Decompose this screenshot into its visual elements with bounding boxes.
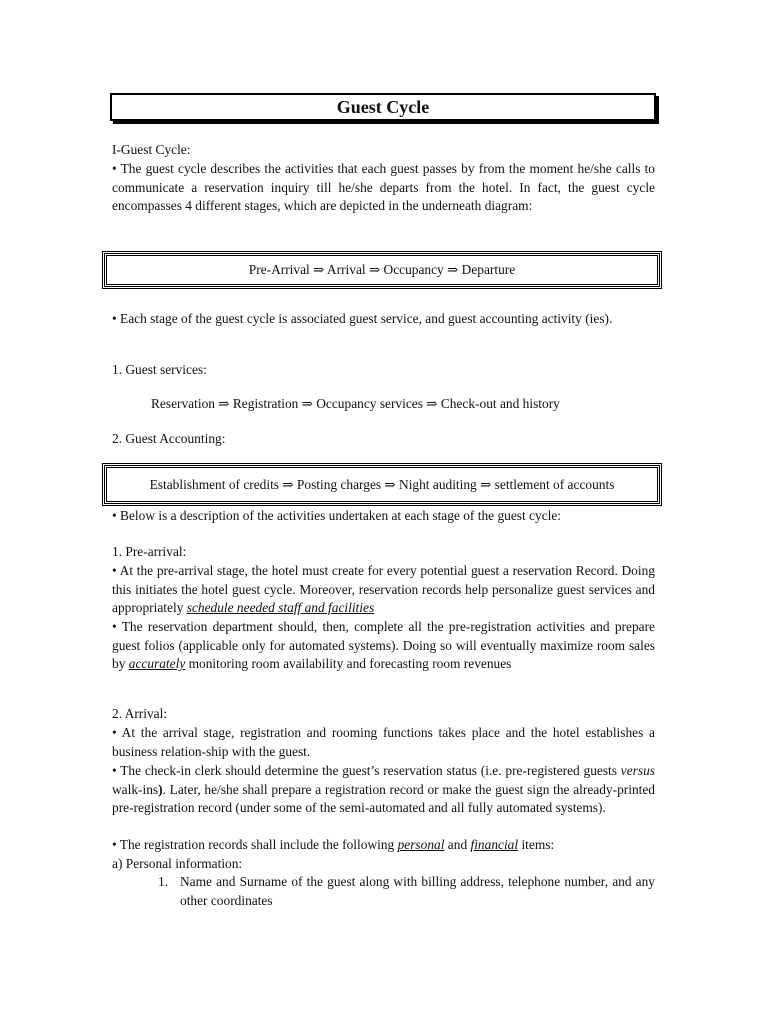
arrival-p2-italic: versus <box>620 763 655 778</box>
arrival-p2-walkins: walk-ins <box>112 781 159 797</box>
guest-accounting-heading: 2. Guest Accounting: <box>112 431 226 446</box>
title-box <box>110 93 656 121</box>
intro-paragraph: • The guest cycle describes the activities that each guest passes by from the moment he/she calls to communicate a reservation inquiry till he/she departs from the hotel. In fact, the guest cycle encompasses 4 different stages, which are depicted in the underneath diagram: <box>112 161 655 213</box>
accounting-diagram-text: Establishment of credits ⇒ Posting charges ⇒ Night auditing ⇒ settlement of accounts <box>149 476 615 492</box>
arrival-paragraph-1: • At the arrival stage, registration and rooming functions takes place and the hotel establishes a business relation-ship with the guest. <box>112 725 655 759</box>
arrival-p2-text-end: . Later, he/she shall prepare a registration record or make the guest sign the already-printed pre-registration record (under some of the semi-automated and all fully automated systems). <box>112 781 655 815</box>
arrival-paragraph-2 <box>112 762 655 818</box>
arrival-p2-text: • The check-in clerk should determine the guest’s reservation status (i.e. pre-registered guests <box>112 763 621 778</box>
guest-services-heading: 1. Guest services: <box>112 362 207 377</box>
list-item-number: 1. <box>158 874 169 889</box>
arrival-p3-financial: financial <box>470 837 519 852</box>
pre-arrival-paragraph-2 <box>112 618 655 674</box>
pre-arrival-p2-emphasis: accurately <box>128 656 186 671</box>
pre-arrival-p1-emphasis: schedule needed staff and facilities <box>186 600 375 615</box>
page-title: Guest Cycle <box>336 96 430 117</box>
below-description-paragraph: • Below is a description of the activities undertaken at each stage of the guest cycle: <box>112 508 562 523</box>
arrival-paragraph-3 <box>112 836 655 855</box>
arrival-heading: 2. Arrival: <box>112 706 168 721</box>
personal-info-list <box>158 873 655 910</box>
personal-information-heading: a) Personal information: <box>112 856 243 871</box>
pre-arrival-p2-text-end: monitoring room availability and forecasting room revenues <box>185 656 512 671</box>
arrival-p3-text: • The registration records shall include the following <box>112 837 398 852</box>
stages-diagram-text: Pre-Arrival ⇒ Arrival ⇒ Occupancy ⇒ Departure <box>248 262 516 277</box>
pre-arrival-p1-text: • At the pre-arrival stage, the hotel must create for every potential guest a reservation Record. Doing this initiates the hotel guest cycle. Moreover, reservation records help personalize guest services and appropriately <box>112 563 655 615</box>
arrival-p3-and: and <box>444 837 471 852</box>
stages-diagram-box <box>104 253 660 287</box>
arrival-p3-items: items: <box>518 837 555 852</box>
arrival-p2-bracket: ) <box>158 781 163 797</box>
pre-arrival-heading: 1. Pre-arrival: <box>112 544 187 559</box>
list-item: Name and Surname of the guest along with billing address, telephone number, and any other coordinates <box>180 874 655 908</box>
arrival-p3-personal: personal <box>397 837 445 852</box>
section-heading: I-Guest Cycle: <box>112 142 191 157</box>
pre-arrival-paragraph-1 <box>112 562 655 618</box>
pre-arrival-p2-text: • The reservation department should, then, complete all the pre-registration activities and prepare guest folios (applicable only for automated systems). Doing so will eventually maximize room sales by <box>112 619 655 671</box>
stage-association-paragraph: • Each stage of the guest cycle is associated guest service, and guest accounting activity (ies). <box>112 311 613 326</box>
accounting-diagram-box <box>104 465 660 504</box>
guest-services-flow: Reservation ⇒ Registration ⇒ Occupancy services ⇒ Check-out and history <box>151 396 560 411</box>
